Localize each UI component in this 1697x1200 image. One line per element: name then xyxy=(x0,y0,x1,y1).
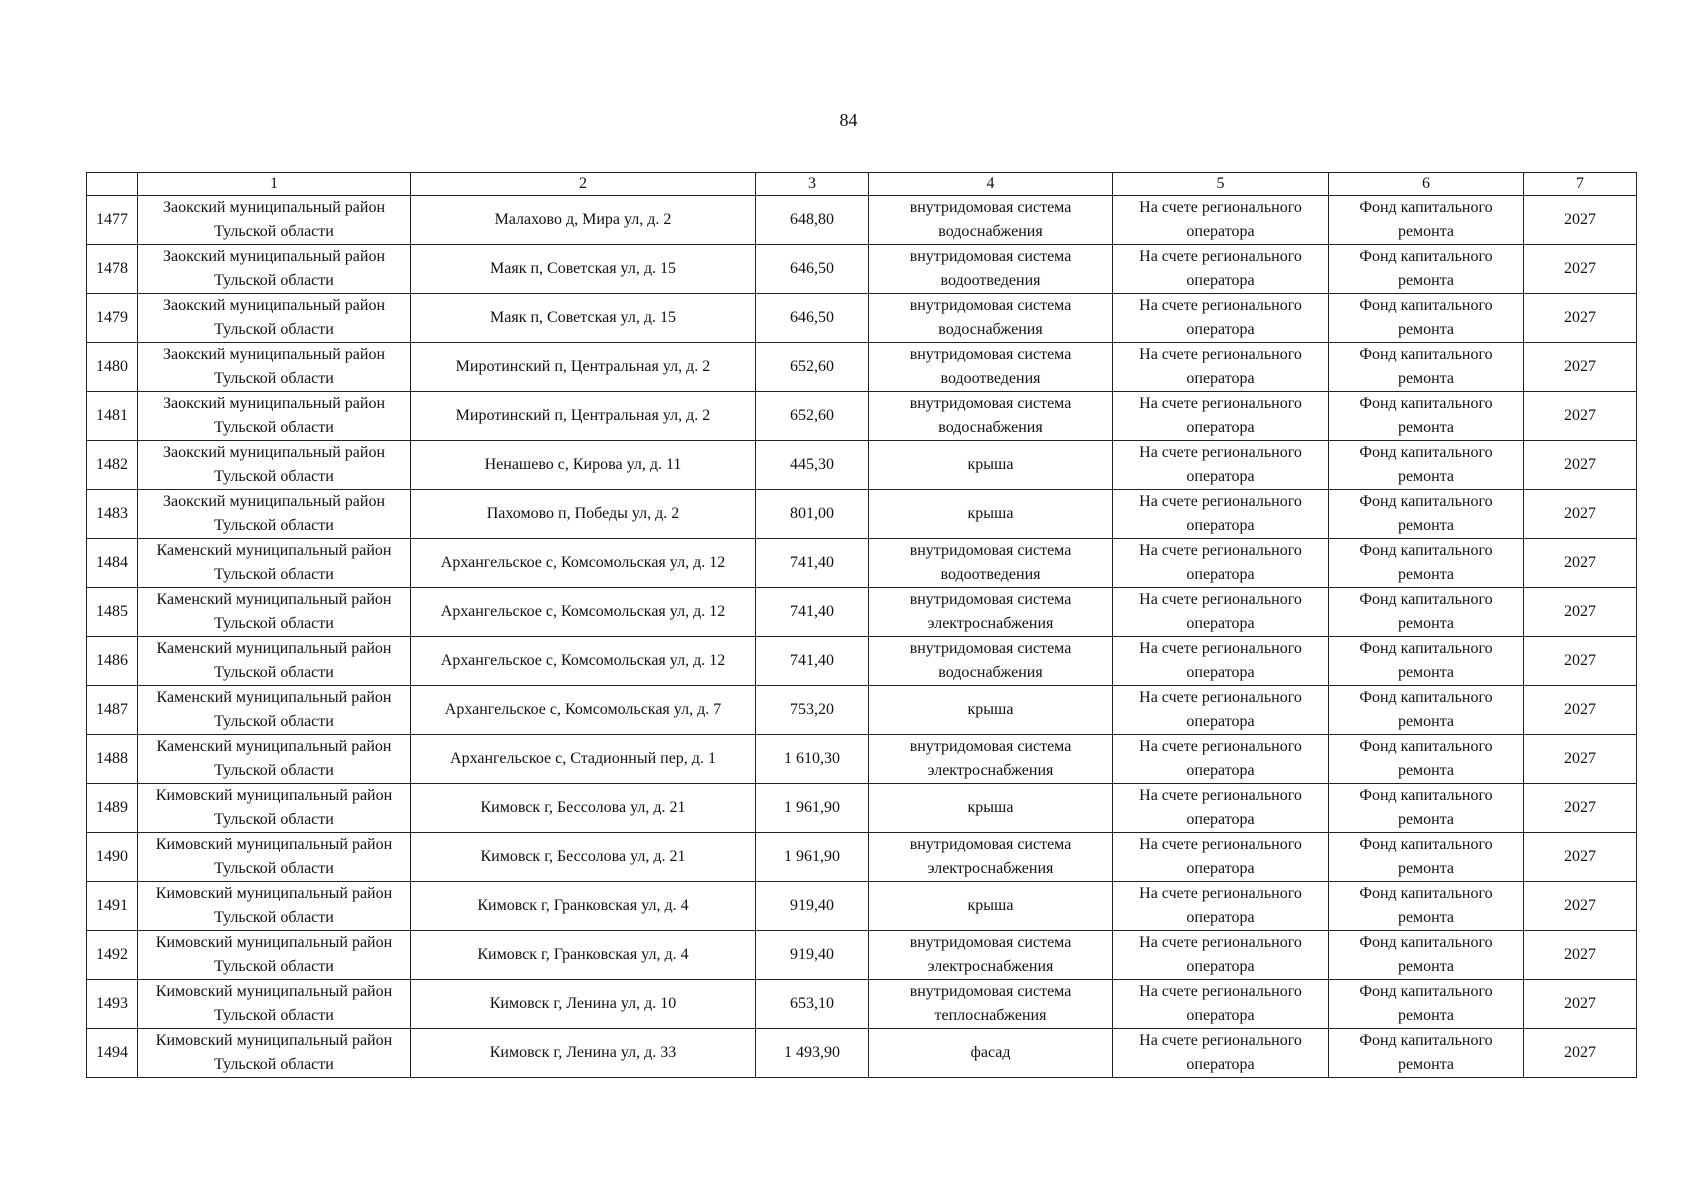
cell-fund-account: На счете регионального оператора xyxy=(1113,980,1329,1029)
cell-year: 2027 xyxy=(1524,588,1637,637)
cell-fund-account: На счете регионального оператора xyxy=(1113,294,1329,343)
header-row xyxy=(87,173,1637,196)
cell-fund-source: Фонд капитального ремонта xyxy=(1329,392,1524,441)
cell-row-number: 1487 xyxy=(87,686,138,735)
cell-row-number: 1494 xyxy=(87,1029,138,1078)
cell-fund-source: Фонд капитального ремонта xyxy=(1329,637,1524,686)
cell-area: 653,10 xyxy=(756,980,869,1029)
cell-fund-source: Фонд капитального ремонта xyxy=(1329,735,1524,784)
cell-address: Кимовск г, Ленина ул, д. 33 xyxy=(411,1029,756,1078)
cell-municipality: Заокский муниципальный район Тульской области xyxy=(138,196,411,245)
cell-fund-source: Фонд капитального ремонта xyxy=(1329,245,1524,294)
cell-fund-source: Фонд капитального ремонта xyxy=(1329,784,1524,833)
cell-fund-source: Фонд капитального ремонта xyxy=(1329,539,1524,588)
cell-work-type: фасад xyxy=(869,1029,1113,1078)
cell-row-number: 1478 xyxy=(87,245,138,294)
cell-year: 2027 xyxy=(1524,343,1637,392)
cell-year: 2027 xyxy=(1524,196,1637,245)
cell-address: Ненашево с, Кирова ул, д. 11 xyxy=(411,441,756,490)
cell-fund-account: На счете регионального оператора xyxy=(1113,539,1329,588)
cell-area: 648,80 xyxy=(756,196,869,245)
cell-area: 1 961,90 xyxy=(756,784,869,833)
cell-work-type: внутридомовая система теплоснабжения xyxy=(869,980,1113,1029)
cell-row-number: 1482 xyxy=(87,441,138,490)
cell-fund-account: На счете регионального оператора xyxy=(1113,637,1329,686)
header-cell-5: 5 xyxy=(1113,173,1329,196)
cell-area: 652,60 xyxy=(756,343,869,392)
cell-row-number: 1485 xyxy=(87,588,138,637)
cell-fund-account: На счете регионального оператора xyxy=(1113,784,1329,833)
table-row xyxy=(87,735,1637,784)
header-cell-6: 6 xyxy=(1329,173,1524,196)
cell-row-number: 1493 xyxy=(87,980,138,1029)
cell-municipality: Каменский муниципальный район Тульской области xyxy=(138,539,411,588)
cell-row-number: 1490 xyxy=(87,833,138,882)
cell-municipality: Заокский муниципальный район Тульской области xyxy=(138,441,411,490)
cell-row-number: 1477 xyxy=(87,196,138,245)
cell-year: 2027 xyxy=(1524,392,1637,441)
cell-area: 646,50 xyxy=(756,245,869,294)
cell-area: 801,00 xyxy=(756,490,869,539)
cell-year: 2027 xyxy=(1524,1029,1637,1078)
cell-municipality: Кимовский муниципальный район Тульской области xyxy=(138,882,411,931)
cell-row-number: 1492 xyxy=(87,931,138,980)
cell-area: 741,40 xyxy=(756,539,869,588)
cell-work-type: внутридомовая система водоснабжения xyxy=(869,392,1113,441)
cell-work-type: внутридомовая система водоснабжения xyxy=(869,294,1113,343)
table-row xyxy=(87,588,1637,637)
cell-municipality: Заокский муниципальный район Тульской области xyxy=(138,294,411,343)
cell-municipality: Каменский муниципальный район Тульской области xyxy=(138,735,411,784)
cell-address: Архангельское с, Комсомольская ул, д. 12 xyxy=(411,637,756,686)
table-row xyxy=(87,490,1637,539)
cell-address: Кимовск г, Бессолова ул, д. 21 xyxy=(411,833,756,882)
cell-fund-account: На счете регионального оператора xyxy=(1113,588,1329,637)
cell-fund-source: Фонд капитального ремонта xyxy=(1329,882,1524,931)
cell-municipality: Заокский муниципальный район Тульской области xyxy=(138,343,411,392)
cell-municipality: Каменский муниципальный район Тульской области xyxy=(138,588,411,637)
cell-row-number: 1491 xyxy=(87,882,138,931)
cell-work-type: крыша xyxy=(869,490,1113,539)
cell-year: 2027 xyxy=(1524,980,1637,1029)
cell-year: 2027 xyxy=(1524,490,1637,539)
cell-work-type: крыша xyxy=(869,686,1113,735)
cell-area: 1 610,30 xyxy=(756,735,869,784)
table-row xyxy=(87,196,1637,245)
cell-year: 2027 xyxy=(1524,931,1637,980)
table-row xyxy=(87,245,1637,294)
cell-fund-account: На счете регионального оператора xyxy=(1113,245,1329,294)
cell-row-number: 1481 xyxy=(87,392,138,441)
cell-fund-source: Фонд капитального ремонта xyxy=(1329,1029,1524,1078)
cell-row-number: 1483 xyxy=(87,490,138,539)
table-row xyxy=(87,784,1637,833)
cell-address: Архангельское с, Стадионный пер, д. 1 xyxy=(411,735,756,784)
cell-municipality: Кимовский муниципальный район Тульской области xyxy=(138,931,411,980)
cell-year: 2027 xyxy=(1524,784,1637,833)
cell-row-number: 1479 xyxy=(87,294,138,343)
header-cell-2: 2 xyxy=(411,173,756,196)
table-row xyxy=(87,686,1637,735)
cell-year: 2027 xyxy=(1524,441,1637,490)
cell-area: 919,40 xyxy=(756,931,869,980)
cell-work-type: крыша xyxy=(869,441,1113,490)
cell-row-number: 1484 xyxy=(87,539,138,588)
cell-year: 2027 xyxy=(1524,245,1637,294)
cell-address: Маяк п, Советская ул, д. 15 xyxy=(411,245,756,294)
cell-work-type: внутридомовая система электроснабжения xyxy=(869,833,1113,882)
cell-area: 652,60 xyxy=(756,392,869,441)
cell-address: Архангельское с, Комсомольская ул, д. 12 xyxy=(411,539,756,588)
cell-address: Маяк п, Советская ул, д. 15 xyxy=(411,294,756,343)
cell-address: Архангельское с, Комсомольская ул, д. 12 xyxy=(411,588,756,637)
cell-area: 741,40 xyxy=(756,637,869,686)
cell-row-number: 1486 xyxy=(87,637,138,686)
cell-municipality: Заокский муниципальный район Тульской области xyxy=(138,245,411,294)
cell-fund-account: На счете регионального оператора xyxy=(1113,1029,1329,1078)
cell-fund-account: На счете регионального оператора xyxy=(1113,931,1329,980)
cell-address: Кимовск г, Гранковская ул, д. 4 xyxy=(411,931,756,980)
table-body xyxy=(87,196,1637,1078)
cell-year: 2027 xyxy=(1524,833,1637,882)
cell-fund-source: Фонд капитального ремонта xyxy=(1329,686,1524,735)
cell-area: 753,20 xyxy=(756,686,869,735)
header-cell-4: 4 xyxy=(869,173,1113,196)
cell-fund-account: На счете регионального оператора xyxy=(1113,882,1329,931)
cell-address: Кимовск г, Ленина ул, д. 10 xyxy=(411,980,756,1029)
cell-fund-source: Фонд капитального ремонта xyxy=(1329,196,1524,245)
cell-row-number: 1489 xyxy=(87,784,138,833)
cell-year: 2027 xyxy=(1524,735,1637,784)
cell-area: 741,40 xyxy=(756,588,869,637)
table-row xyxy=(87,441,1637,490)
cell-work-type: крыша xyxy=(869,784,1113,833)
cell-fund-account: На счете регионального оператора xyxy=(1113,735,1329,784)
cell-fund-source: Фонд капитального ремонта xyxy=(1329,931,1524,980)
cell-year: 2027 xyxy=(1524,686,1637,735)
cell-fund-account: На счете регионального оператора xyxy=(1113,833,1329,882)
cell-area: 1 961,90 xyxy=(756,833,869,882)
cell-area: 1 493,90 xyxy=(756,1029,869,1078)
cell-year: 2027 xyxy=(1524,637,1637,686)
cell-fund-source: Фонд капитального ремонта xyxy=(1329,490,1524,539)
cell-fund-account: На счете регионального оператора xyxy=(1113,392,1329,441)
table-row xyxy=(87,931,1637,980)
cell-fund-source: Фонд капитального ремонта xyxy=(1329,294,1524,343)
table-row xyxy=(87,392,1637,441)
table-row xyxy=(87,1029,1637,1078)
cell-address: Малахово д, Мира ул, д. 2 xyxy=(411,196,756,245)
cell-fund-account: На счете регионального оператора xyxy=(1113,490,1329,539)
cell-fund-account: На счете регионального оператора xyxy=(1113,196,1329,245)
cell-work-type: внутридомовая система водоотведения xyxy=(869,245,1113,294)
header-cell-3: 3 xyxy=(756,173,869,196)
table-row xyxy=(87,294,1637,343)
table-row xyxy=(87,833,1637,882)
cell-fund-account: На счете регионального оператора xyxy=(1113,686,1329,735)
cell-area: 646,50 xyxy=(756,294,869,343)
cell-address: Миротинский п, Центральная ул, д. 2 xyxy=(411,343,756,392)
cell-municipality: Кимовский муниципальный район Тульской области xyxy=(138,980,411,1029)
cell-address: Кимовск г, Гранковская ул, д. 4 xyxy=(411,882,756,931)
cell-municipality: Каменский муниципальный район Тульской области xyxy=(138,637,411,686)
cell-municipality: Заокский муниципальный район Тульской области xyxy=(138,392,411,441)
cell-work-type: внутридомовая система водоснабжения xyxy=(869,196,1113,245)
cell-fund-source: Фонд капитального ремонта xyxy=(1329,441,1524,490)
cell-address: Миротинский п, Центральная ул, д. 2 xyxy=(411,392,756,441)
cell-fund-source: Фонд капитального ремонта xyxy=(1329,833,1524,882)
cell-year: 2027 xyxy=(1524,539,1637,588)
cell-area: 445,30 xyxy=(756,441,869,490)
cell-address: Кимовск г, Бессолова ул, д. 21 xyxy=(411,784,756,833)
cell-address: Пахомово п, Победы ул, д. 2 xyxy=(411,490,756,539)
cell-municipality: Каменский муниципальный район Тульской области xyxy=(138,686,411,735)
header-cell-1: 1 xyxy=(138,173,411,196)
cell-work-type: внутридомовая система электроснабжения xyxy=(869,931,1113,980)
cell-municipality: Кимовский муниципальный район Тульской области xyxy=(138,1029,411,1078)
cell-fund-account: На счете регионального оператора xyxy=(1113,441,1329,490)
cell-work-type: внутридомовая система водоотведения xyxy=(869,539,1113,588)
cell-fund-source: Фонд капитального ремонта xyxy=(1329,343,1524,392)
table-row xyxy=(87,637,1637,686)
table-row xyxy=(87,539,1637,588)
cell-year: 2027 xyxy=(1524,294,1637,343)
cell-municipality: Кимовский муниципальный район Тульской области xyxy=(138,784,411,833)
capital-repair-table xyxy=(86,172,1637,1078)
cell-work-type: внутридомовая система электроснабжения xyxy=(869,588,1113,637)
cell-row-number: 1480 xyxy=(87,343,138,392)
cell-fund-source: Фонд капитального ремонта xyxy=(1329,980,1524,1029)
header-cell-7: 7 xyxy=(1524,173,1637,196)
cell-address: Архангельское с, Комсомольская ул, д. 7 xyxy=(411,686,756,735)
cell-work-type: внутридомовая система водоотведения xyxy=(869,343,1113,392)
cell-municipality: Кимовский муниципальный район Тульской области xyxy=(138,833,411,882)
cell-area: 919,40 xyxy=(756,882,869,931)
cell-year: 2027 xyxy=(1524,882,1637,931)
cell-fund-account: На счете регионального оператора xyxy=(1113,343,1329,392)
table-row xyxy=(87,980,1637,1029)
table-row xyxy=(87,882,1637,931)
page-number: 84 xyxy=(839,110,858,130)
table-row xyxy=(87,343,1637,392)
cell-work-type: внутридомовая система водоснабжения xyxy=(869,637,1113,686)
cell-row-number: 1488 xyxy=(87,735,138,784)
cell-fund-source: Фонд капитального ремонта xyxy=(1329,588,1524,637)
header-cell-num xyxy=(87,173,138,196)
cell-municipality: Заокский муниципальный район Тульской области xyxy=(138,490,411,539)
cell-work-type: внутридомовая система электроснабжения xyxy=(869,735,1113,784)
cell-work-type: крыша xyxy=(869,882,1113,931)
